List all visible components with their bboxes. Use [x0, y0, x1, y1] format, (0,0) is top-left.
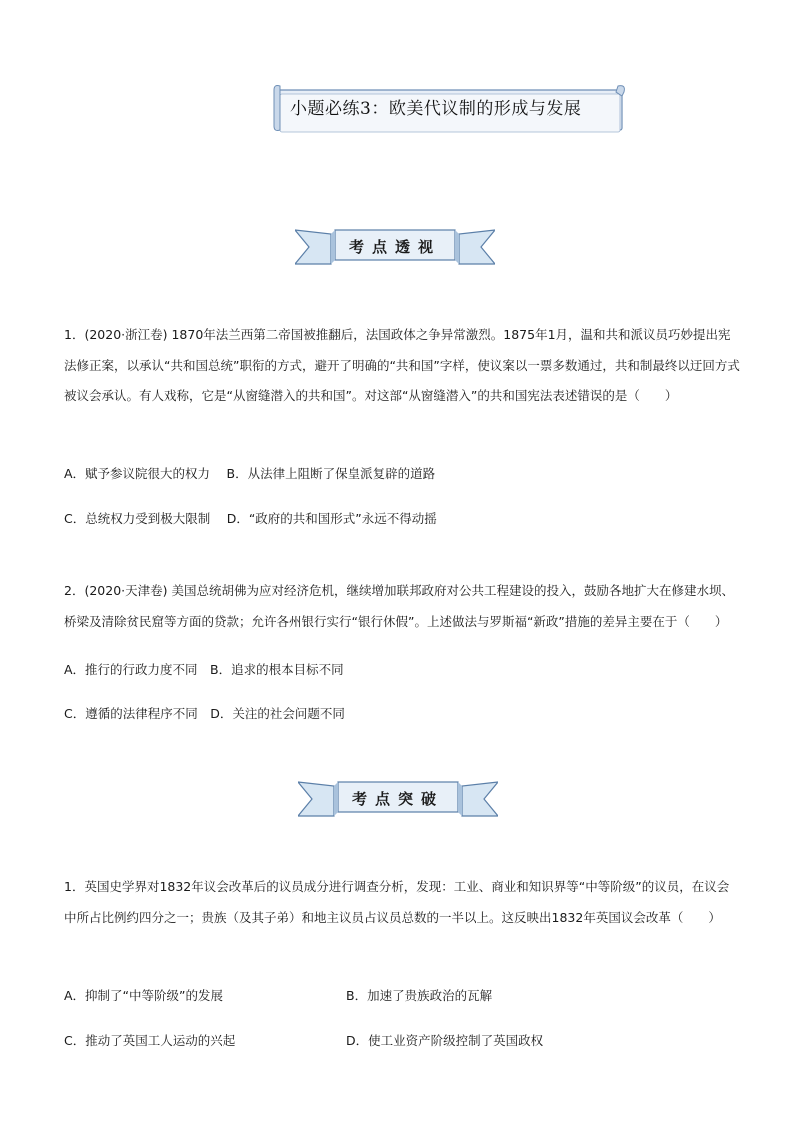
option-line: C．总统权力受到极大限制 D．“政府的共和国形式”永远不得动摇 [64, 511, 437, 526]
option-line: A．赋予参议院很大的权力 B．从法律上阻断了保皇派复辟的道路 [64, 466, 436, 481]
question-text: 1．英国史学界对1832年议会改革后的议员成分进行调查分析，发现：工业、商业和知识界等“中等阶级”的议员，在议会中所占比例约四分之一；贵族（及其子弟）和地主议员占议员总数的一半以上。这反映出1832年英国议会改革（ ） [64, 879, 730, 925]
option-b: B．加速了贵族政治的瓦解 [346, 988, 493, 1003]
question-text: 1．(2020·浙江卷) 1870年法兰西第二帝国被推翻后，法国政体之争异常激烈。1875年1月，温和共和派议员巧妙提出宪法修正案，以承认“共和国总统”职衔的方式，避开了明确的“共和国”字样，使议案以一票多数通过，共和制最终以迂回方式被议会承认。有人戏称，它是“从窗缝潜入的共和国”。对这部“从窗缝潜入”的共和国宪法表述错误的是（ ） [64, 327, 740, 403]
option-c: C．推动了英国工人运动的兴起 [64, 1033, 236, 1048]
section-header-text: 考点突破 [351, 790, 444, 808]
question-block [64, 320, 740, 412]
page-title-banner [272, 84, 624, 132]
section-header-text: 考点透视 [348, 238, 441, 256]
option-d: D．使工业资产阶级控制了英国政权 [346, 1033, 544, 1048]
section-header-ribbon [298, 776, 498, 822]
question-block [64, 872, 740, 933]
section-header-ribbon [295, 224, 495, 270]
page-title: 小题必练3：欧美代议制的形成与发展 [290, 99, 582, 119]
question-text: 2．(2020·天津卷) 美国总统胡佛为应对经济危机，继续增加联邦政府对公共工程建设的投入，鼓励各地扩大在修建水坝、桥梁及清除贫民窟等方面的贷款；允许各州银行实行“银行休假”。上述做法与罗斯福“新政”措施的差异主要在于（ ） [64, 583, 734, 629]
option-a: A．抑制了“中等阶级”的发展 [64, 988, 224, 1003]
option-line: A．推行的行政力度不同 B．追求的根本目标不同 [64, 662, 344, 677]
option-line: C．遵循的法律程序不同 D．关注的社会问题不同 [64, 706, 345, 721]
question-block [64, 576, 740, 637]
